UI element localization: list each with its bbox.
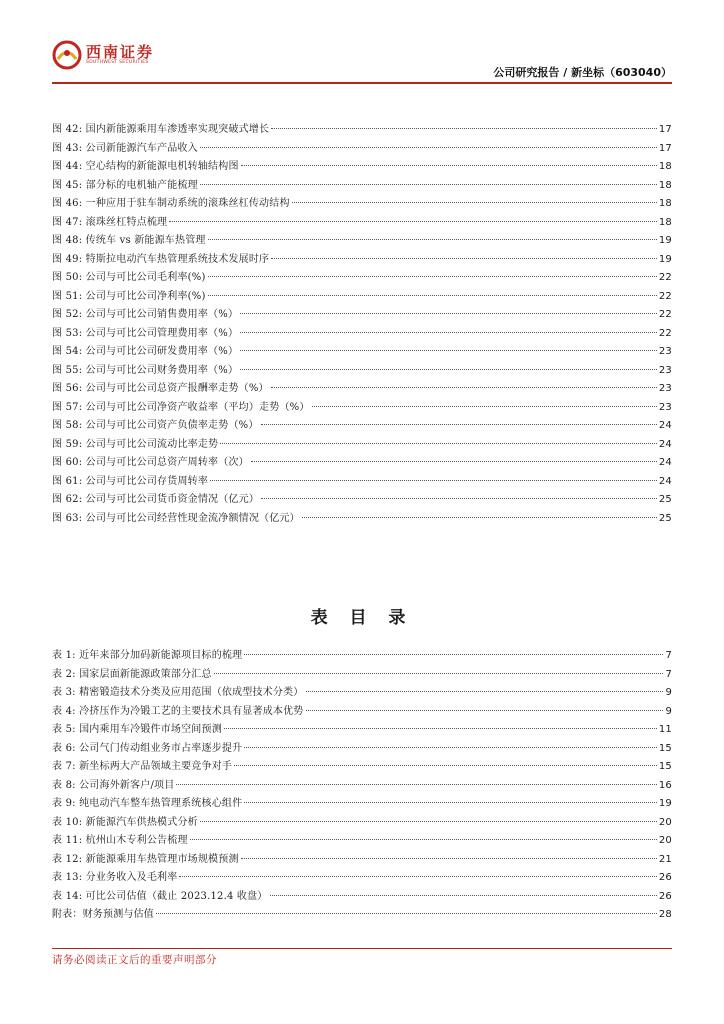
figure-list-item[interactable] xyxy=(52,288,672,307)
table-list-item[interactable] xyxy=(52,721,672,740)
table-list-item[interactable] xyxy=(52,795,672,814)
figure-list-item-label: 图 54: 公司与可比公司研发费用率（%） xyxy=(52,346,239,357)
figure-list-item[interactable] xyxy=(52,510,672,529)
figure-list-item[interactable] xyxy=(52,214,672,233)
table-list-item-page-number: 20 xyxy=(658,816,672,828)
table-list-item-label: 表 9: 纯电动汽车整车热管理系统核心组件 xyxy=(52,798,243,809)
table-list-item-page-number: 26 xyxy=(658,872,672,883)
dot-leader xyxy=(210,480,657,481)
dot-leader xyxy=(240,350,657,351)
table-list-item-label: 表 11: 杭州山木专利公告梳理 xyxy=(52,835,188,846)
dot-leader xyxy=(240,369,657,370)
figure-list-item-page-number: 17 xyxy=(658,142,672,154)
logo-chinese-name: 西南证券 xyxy=(86,43,155,61)
dot-leader xyxy=(156,913,657,914)
dot-leader xyxy=(176,784,656,785)
dot-leader xyxy=(244,654,663,655)
dot-leader xyxy=(312,406,657,407)
footer-divider xyxy=(52,948,672,949)
table-list-item-page-number: 21 xyxy=(658,853,672,865)
figure-list-item-page-number: 25 xyxy=(658,494,672,505)
dot-leader xyxy=(306,710,664,711)
figure-list-item-page-number: 18 xyxy=(658,161,672,172)
table-list-item-page-number: 7 xyxy=(665,668,672,680)
dot-leader xyxy=(261,498,657,499)
figure-list-item-page-number: 22 xyxy=(658,272,672,283)
figure-list-item-label: 图 55: 公司与可比公司财务费用率（%） xyxy=(52,364,239,376)
table-list-item-label: 表 4: 冷挤压作为冷锻工艺的主要技术具有显著成本优势 xyxy=(52,705,304,717)
header-divider xyxy=(52,82,672,84)
figure-list-item[interactable] xyxy=(52,491,672,510)
dot-leader xyxy=(270,895,657,896)
dot-leader xyxy=(244,802,657,803)
dot-leader xyxy=(271,258,657,259)
figure-list-item-label: 图 53: 公司与可比公司管理费用率（%） xyxy=(52,327,239,339)
table-list-item[interactable] xyxy=(52,906,672,925)
table-list-item-page-number: 16 xyxy=(658,779,672,791)
figure-list-item[interactable] xyxy=(52,343,672,362)
figure-list-item-page-number: 24 xyxy=(658,475,672,487)
table-list-item-page-number: 20 xyxy=(658,835,672,846)
dot-leader xyxy=(200,147,657,148)
figure-list-item-page-number: 23 xyxy=(658,401,672,413)
figure-list-item-page-number: 18 xyxy=(658,198,672,209)
figure-list-item[interactable] xyxy=(52,177,672,196)
table-list-item[interactable] xyxy=(52,869,672,888)
table-list-item[interactable] xyxy=(52,703,672,722)
figure-list-item-label: 图 49: 特斯拉电动汽车热管理系统技术发展时序 xyxy=(52,253,270,265)
figure-list-item[interactable] xyxy=(52,325,672,344)
figure-list-item-page-number: 22 xyxy=(658,327,672,339)
dot-leader xyxy=(241,858,657,859)
figure-list-item-page-number: 22 xyxy=(658,309,672,320)
figure-list-item-page-number: 18 xyxy=(658,216,672,228)
table-list-item[interactable] xyxy=(52,684,672,703)
figure-list-item[interactable] xyxy=(52,232,672,251)
table-list-item[interactable] xyxy=(52,832,672,851)
dot-leader xyxy=(240,313,657,314)
dot-leader xyxy=(200,821,657,822)
figure-list-item[interactable] xyxy=(52,158,672,177)
table-list-item-label: 表 3: 精密锻造技术分类及应用范围（依成型技术分类） xyxy=(52,687,304,698)
dot-leader xyxy=(240,332,657,333)
figure-list xyxy=(52,121,672,528)
dot-leader xyxy=(241,165,657,166)
figure-list-item[interactable] xyxy=(52,436,672,455)
dot-leader xyxy=(271,387,657,388)
table-list-item[interactable] xyxy=(52,888,672,907)
table-list-item-label: 表 5: 国内乘用车冷锻件市场空间预测 xyxy=(52,724,222,735)
figure-list-item-page-number: 18 xyxy=(658,179,672,191)
table-list-item-page-number: 28 xyxy=(658,909,672,920)
figure-list-item-label: 图 44: 空心结构的新能源电机转轴结构图 xyxy=(52,161,239,172)
figure-list-item-label: 图 42: 国内新能源乘用车渗透率实现突破式增长 xyxy=(52,124,270,135)
figure-list-item[interactable] xyxy=(52,417,672,436)
company-logo xyxy=(52,40,154,70)
dot-leader xyxy=(208,276,657,277)
figure-list-item-label: 图 62: 公司与可比公司货币资金情况（亿元） xyxy=(52,494,260,505)
table-list-item-label: 表 10: 新能源汽车供热模式分析 xyxy=(52,816,198,828)
figure-list-item[interactable] xyxy=(52,362,672,381)
figure-list-item[interactable] xyxy=(52,195,672,214)
dot-leader xyxy=(220,443,657,444)
table-list-item-page-number: 7 xyxy=(665,650,672,661)
table-list-item-page-number: 15 xyxy=(658,742,672,754)
page-header xyxy=(0,0,724,84)
dot-leader xyxy=(208,239,657,240)
figure-list-item[interactable] xyxy=(52,399,672,418)
table-list-item[interactable] xyxy=(52,851,672,870)
table-list-item-label: 表 13: 分业务收入及毛利率 xyxy=(52,872,178,883)
dot-leader xyxy=(302,517,657,518)
figure-list-item-label: 图 51: 公司与可比公司净利率(%) xyxy=(52,290,206,302)
figure-list-item-label: 图 52: 公司与可比公司销售费用率（%） xyxy=(52,309,239,320)
dot-leader xyxy=(200,184,657,185)
table-list-item[interactable] xyxy=(52,758,672,777)
figure-list-item-label: 图 58: 公司与可比公司资产负债率走势（%） xyxy=(52,420,259,431)
table-list-item-label: 表 8: 公司海外新客户/项目 xyxy=(52,779,175,791)
figure-list-item-page-number: 17 xyxy=(658,124,672,135)
southwest-securities-logo-icon xyxy=(52,40,82,70)
dot-leader xyxy=(179,876,656,877)
figure-list-item-label: 图 59: 公司与可比公司流动比率走势 xyxy=(52,438,219,450)
figure-list-item-page-number: 24 xyxy=(658,457,672,468)
table-list-item-page-number: 11 xyxy=(658,724,672,735)
table-list-item-label: 表 6: 公司气门传动组业务市占率逐步提升 xyxy=(52,742,243,754)
figure-list-item-page-number: 19 xyxy=(658,253,672,265)
figure-list-item-label: 图 43: 公司新能源汽车产品收入 xyxy=(52,142,198,154)
table-list-item[interactable] xyxy=(52,777,672,796)
dot-leader xyxy=(244,747,657,748)
table-list-item[interactable] xyxy=(52,740,672,759)
disclaimer-note: 请务必阅读正文后的重要声明部分 xyxy=(52,954,217,966)
dot-leader xyxy=(261,424,657,425)
table-list-item-label: 表 14: 可比公司估值（截止 2023.12.4 收盘） xyxy=(52,890,268,902)
figure-list-item-label: 图 48: 传统车 vs 新能源车热管理 xyxy=(52,235,206,246)
table-list-item-page-number: 19 xyxy=(658,798,672,809)
dot-leader xyxy=(306,691,664,692)
dot-leader xyxy=(251,461,657,462)
table-list-item-label: 表 7: 新坐标两大产品领域主要竞争对手 xyxy=(52,761,233,772)
dot-leader xyxy=(234,765,657,766)
figure-list-item-page-number: 19 xyxy=(658,235,672,246)
figure-list-item-label: 图 56: 公司与可比公司总资产报酬率走势（%） xyxy=(52,383,269,394)
figure-list-item-page-number: 23 xyxy=(658,383,672,394)
table-list-item-page-number: 26 xyxy=(658,890,672,902)
table-list-item-label: 表 12: 新能源乘用车热管理市场规模预测 xyxy=(52,853,239,865)
logo-english-name: SOUTHWEST SECURITIES xyxy=(86,60,149,65)
figure-list-item[interactable] xyxy=(52,380,672,399)
figure-list-item-page-number: 23 xyxy=(658,346,672,357)
figure-list-item[interactable] xyxy=(52,140,672,159)
figure-list-item-label: 图 57: 公司与可比公司净资产收益率（平均）走势（%） xyxy=(52,401,310,413)
dot-leader xyxy=(224,728,657,729)
table-list-item-page-number: 15 xyxy=(658,761,672,772)
figure-list-item-page-number: 24 xyxy=(658,438,672,450)
figure-list-item[interactable] xyxy=(52,269,672,288)
figure-list-item-label: 图 61: 公司与可比公司存货周转率 xyxy=(52,475,209,487)
figure-list-item[interactable] xyxy=(52,306,672,325)
table-list-item[interactable] xyxy=(52,647,672,666)
figure-list-item-label: 图 63: 公司与可比公司经营性现金流净额情况（亿元） xyxy=(52,512,300,524)
figure-list-item-page-number: 22 xyxy=(658,290,672,302)
table-list-item-label: 附表：财务预测与估值 xyxy=(52,909,154,920)
figure-list-item[interactable] xyxy=(52,121,672,140)
figure-list-item-page-number: 25 xyxy=(658,512,672,524)
table-list-title: 表 目 录 xyxy=(310,608,414,628)
dot-leader xyxy=(271,128,657,129)
figure-list-item-label: 图 47: 滚珠丝杠特点梳理 xyxy=(52,216,168,228)
dot-leader xyxy=(169,221,657,222)
figure-list-item[interactable] xyxy=(52,251,672,270)
figure-list-item-page-number: 24 xyxy=(658,420,672,431)
dot-leader xyxy=(292,202,657,203)
dot-leader xyxy=(190,839,657,840)
dot-leader xyxy=(214,673,664,674)
figure-list-item-label: 图 50: 公司与可比公司毛利率(%) xyxy=(52,272,206,283)
table-list-item-page-number: 9 xyxy=(665,705,672,717)
figure-list-item[interactable] xyxy=(52,454,672,473)
figure-list-item-label: 图 45: 部分标的电机轴产能梳理 xyxy=(52,179,198,191)
figure-list-item[interactable] xyxy=(52,473,672,492)
table-list-item[interactable] xyxy=(52,666,672,685)
figure-list-item-label: 图 60: 公司与可比公司总资产周转率（次） xyxy=(52,457,249,468)
table-list-item[interactable] xyxy=(52,814,672,833)
table-list-item-label: 表 2: 国家层面新能源政策部分汇总 xyxy=(52,668,212,680)
table-list xyxy=(52,647,672,925)
figure-list-item-page-number: 23 xyxy=(658,364,672,376)
figure-list-item-label: 图 46: 一种应用于驻车制动系统的滚珠丝杠传动结构 xyxy=(52,198,290,209)
table-list-item-label: 表 1: 近年来部分加码新能源项目标的梳理 xyxy=(52,650,243,661)
table-list-item-page-number: 9 xyxy=(665,687,672,698)
dot-leader xyxy=(208,295,657,296)
report-title: 公司研究报告 / 新坐标（603040） xyxy=(493,66,672,79)
